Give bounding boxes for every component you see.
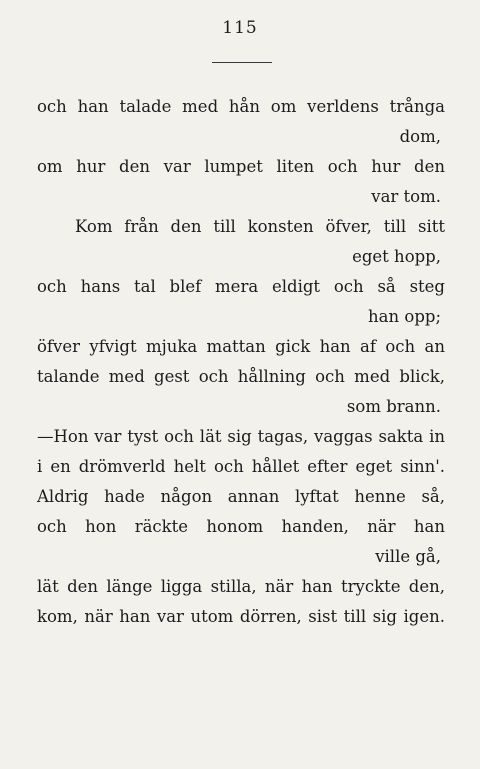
poem-line: lät den länge ligga stilla, när han tryckte den, bbox=[37, 577, 445, 596]
poem-line: Kom från den till konsten öfver, till sitt bbox=[75, 217, 445, 236]
poem-text bbox=[37, 92, 445, 632]
poem-line: som brann. bbox=[346, 397, 441, 416]
poem-line: talande med gest och hållning och med blick, bbox=[37, 367, 445, 386]
header-rule bbox=[212, 62, 272, 63]
poem-line: han opp; bbox=[368, 307, 441, 326]
poem-line: eget hopp, bbox=[352, 247, 441, 266]
poem-line: och han talade med hån om verldens trånga bbox=[37, 97, 445, 116]
poem-line: i en drömverld helt och hållet efter eget sinn'. bbox=[37, 457, 445, 476]
poem-line: om hur den var lumpet liten och hur den bbox=[37, 157, 445, 176]
poem-line: ville gå, bbox=[375, 547, 441, 566]
poem-line: Aldrig hade någon annan lyftat henne så, bbox=[37, 487, 445, 506]
poem-line: dom, bbox=[399, 127, 441, 146]
poem-line: och hon räckte honom handen, när han bbox=[37, 517, 445, 536]
poem-line: och hans tal blef mera eldigt och så steg bbox=[37, 277, 445, 296]
poem-line: öfver yfvigt mjuka mattan gick han af och an bbox=[37, 337, 445, 356]
poem-line: —Hon var tyst och lät sig tagas, vaggas sakta in bbox=[37, 427, 445, 446]
page-number: 115 bbox=[222, 18, 258, 38]
poem-line: kom, när han var utom dörren, sist till sig igen. bbox=[37, 607, 445, 626]
poem-line: var tom. bbox=[371, 187, 441, 206]
